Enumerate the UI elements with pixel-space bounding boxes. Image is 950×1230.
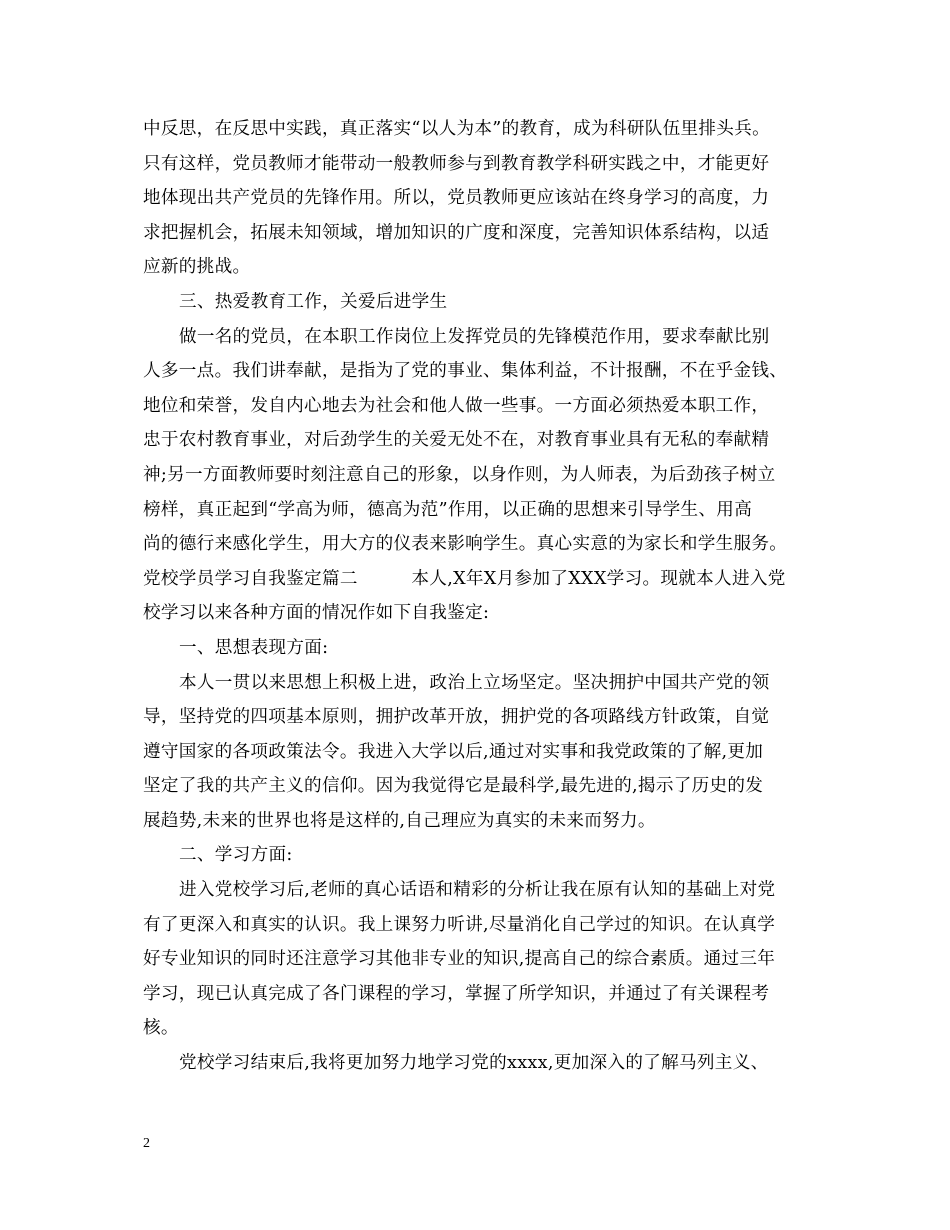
text-line: 应新的挑战。 <box>143 257 251 278</box>
text-line: 本人一贯以来思想上积极上进，政治上立场坚定。坚决拥护中国共产党的领 <box>179 672 770 693</box>
text-line: 神;另一方面教师要时刻注意自己的形象，以身作则，为人师表，为后劲孩子树立 <box>143 464 776 485</box>
text-line: 只有这样，党员教师才能带动一般教师参与到教育教学科研实践之中，才能更好 <box>143 153 770 174</box>
text-line: 尚的德行来感化学生，用大方的仪表来影响学生。真心实意的为家长和学生服务。 <box>143 534 788 555</box>
text-line: 好专业知识的同时还注意学习其他非专业的知识,提高自己的综合素质。通过三年 <box>143 949 776 970</box>
text-line: 坚定了我的共产主义的信仰。因为我觉得它是最科学,最先进的,揭示了历史的发 <box>143 776 764 797</box>
document-body <box>143 112 815 1081</box>
text-line: 中反思，在反思中实践，真正落实“以人为本”的教育，成为科研队伍里排头兵。 <box>143 119 770 139</box>
text-line: 有了更深入和真实的认识。我上课努力听讲,尽量消化自己学过的知识。在认真学 <box>143 914 776 935</box>
text-line: 地体现出共产党员的先锋作用。所以，党员教师更应该站在终身学习的高度，力 <box>143 188 770 209</box>
text-line: 党校学习结束后,我将更加努力地学习党的xxxx,更加深入的了解马列主义、 <box>179 1053 769 1074</box>
text-line: 展趋势,未来的世界也将是这样的,自己理应为真实的未来而努力。 <box>143 810 656 831</box>
text-line: 做一名的党员，在本职工作岗位上发挥党员的先锋模范作用，要求奉献比别 <box>179 326 770 347</box>
page-number: 2 <box>143 1136 150 1151</box>
text-line: 地位和荣誉，发自内心地去为社会和他人做一些事。一方面必须热爱本职工作， <box>143 395 770 416</box>
section-heading: 三、热爱教育工作，关爱后进学生 <box>179 291 448 312</box>
text-line: 求把握机会，拓展未知领域，增加知识的广度和深度，完善知识体系结构，以适 <box>143 222 770 243</box>
text-line: 校学习以来各种方面的情况作如下自我鉴定: <box>143 603 490 624</box>
text-line: 进入党校学习后,老师的真心话语和精彩的分析让我在原有认知的基础上对党 <box>179 880 776 901</box>
text-line: 遵守国家的各项政策法令。我进入大学以后,通过对实事和我党政策的了解,更加 <box>143 741 764 762</box>
text-line: 党校学员学习自我鉴定篇二 本人,X年X月参加了XXX学习。现就本人进入党 <box>143 568 786 589</box>
text-line: 核。 <box>143 1018 179 1039</box>
section-heading: 二、学习方面: <box>179 845 293 866</box>
text-line: 忠于农村教育事业，对后劲学生的关爱无处不在，对教育事业具有无私的奉献精 <box>143 430 770 451</box>
text-line: 学习，现已认真完成了各门课程的学习，掌握了所学知识，并通过了有关课程考 <box>143 983 770 1004</box>
text-line: 人多一点。我们讲奉献，是指为了党的事业、集体利益，不计报酬，不在乎金钱、 <box>143 361 788 382</box>
text-line: 导，坚持党的四项基本原则，拥护改革开放，拥护党的各项路线方针政策，自觉 <box>143 707 770 728</box>
section-heading: 一、思想表现方面: <box>179 637 329 658</box>
text-line: 榜样，真正起到“学高为师，德高为范”作用，以正确的思想来引导学生、用高 <box>143 499 753 520</box>
